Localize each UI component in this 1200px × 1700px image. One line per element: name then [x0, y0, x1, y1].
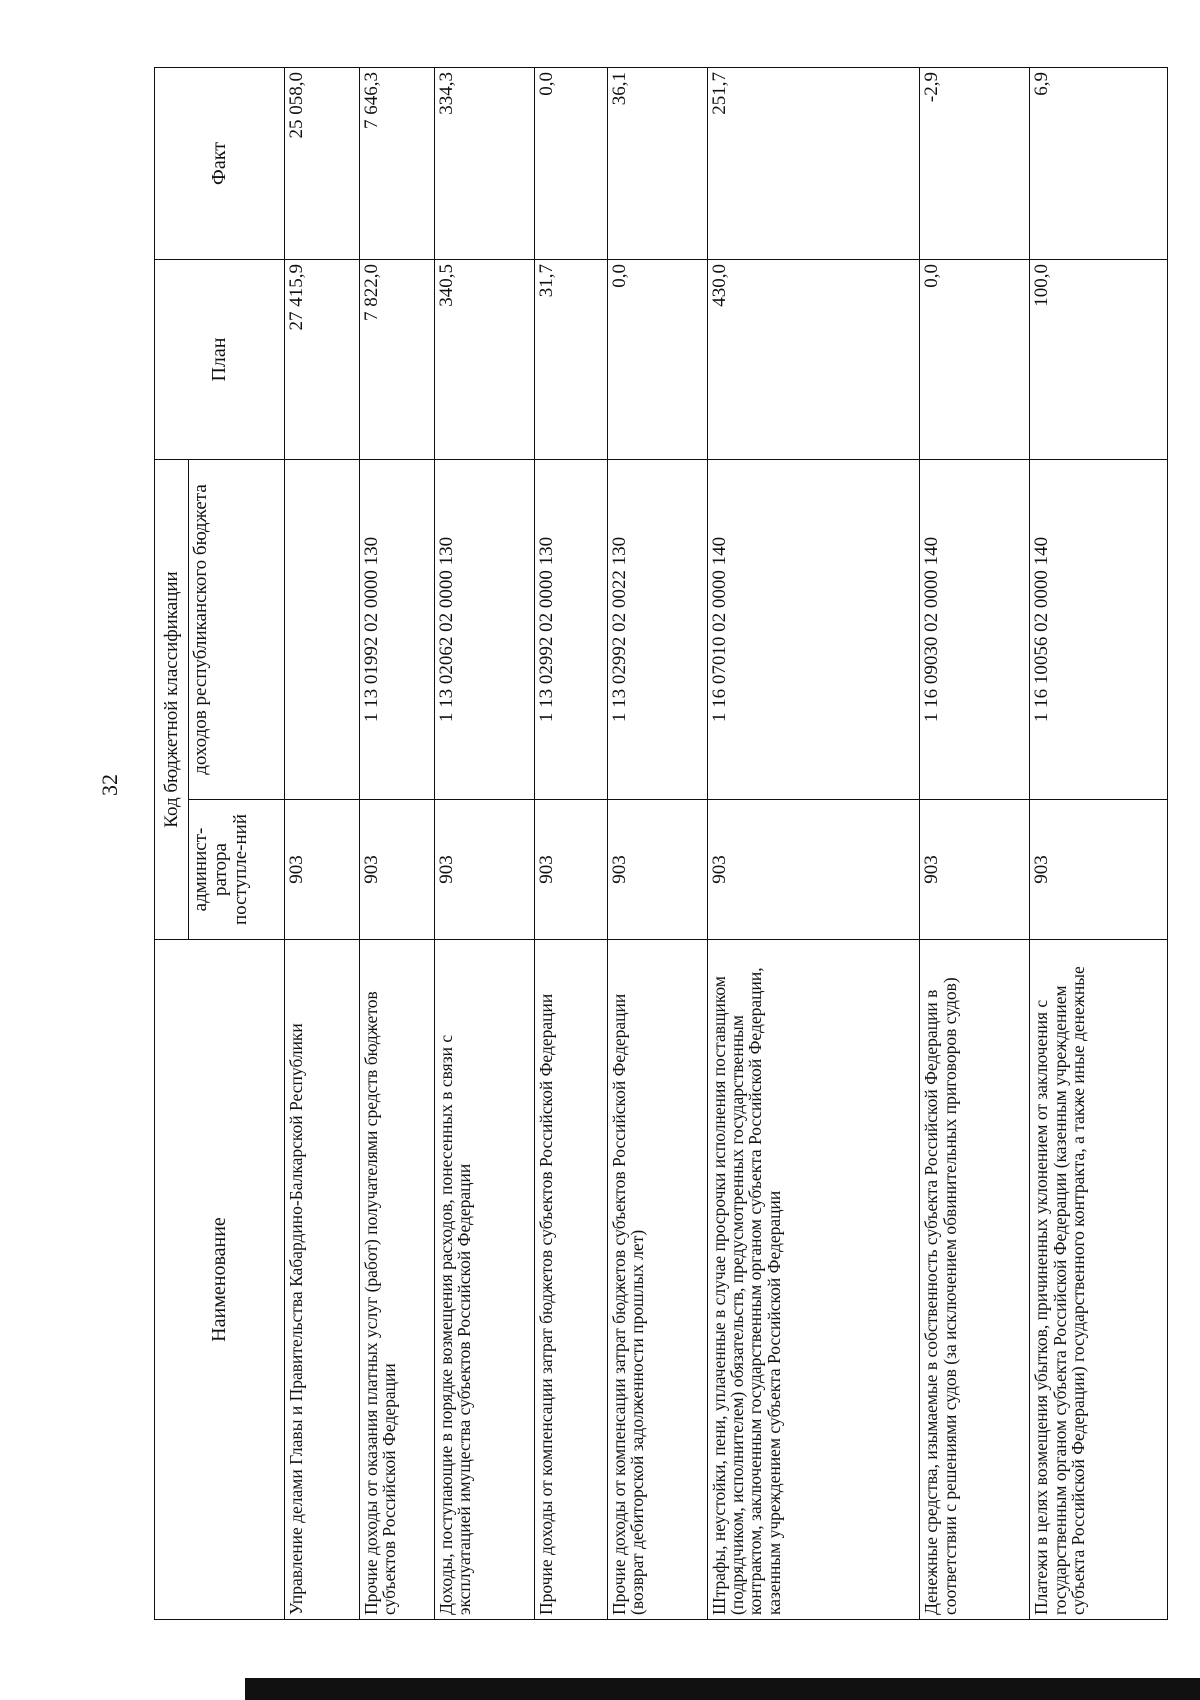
- row-admin-code: 903: [920, 800, 1030, 940]
- row-admin-code: 903: [285, 800, 360, 940]
- row-name: Прочие доходы от компенсации затрат бюджетов субъектов Российской Федерации (возврат дебиторской задолженности прошлых лет): [607, 940, 707, 1620]
- row-plan: 7 822,0: [360, 260, 435, 460]
- row-income-code: 1 16 10056 02 0000 140: [1030, 460, 1168, 800]
- page-number: 32: [97, 774, 122, 796]
- table-row: [535, 68, 608, 1620]
- row-fact: -2,9: [920, 68, 1030, 260]
- header-name: Наименование: [155, 940, 285, 1620]
- row-fact: 334,3: [435, 68, 535, 260]
- row-admin-code: 903: [435, 800, 535, 940]
- row-income-code: 1 13 01992 02 0000 130: [360, 460, 435, 800]
- row-plan: 0,0: [607, 260, 707, 460]
- table-row: [607, 68, 707, 1620]
- row-name: Денежные средства, изымаемые в собственность субъекта Российской Федерации в соответствии с решениями судов (за исключением обвинительных приговоров судов): [920, 940, 1030, 1620]
- row-admin-code: 903: [607, 800, 707, 940]
- row-name: Прочие доходы от компенсации затрат бюджетов субъектов Российской Федерации: [535, 940, 608, 1620]
- row-name: Штрафы, неустойки, пени, уплаченные в случае просрочки исполнения поставщиком (подрядчиком, исполнителем) обязательств, предусмотренных государственным контрактом, заключенным государственным органом субъекта Российской Федерации, казенным учреждением субъекта Российской Федерации: [707, 940, 920, 1620]
- table-row: [920, 68, 1030, 1620]
- row-plan: 340,5: [435, 260, 535, 460]
- row-admin-code: 903: [707, 800, 920, 940]
- table-row: [435, 68, 535, 1620]
- row-plan: 31,7: [535, 260, 608, 460]
- row-admin-code: 903: [1030, 800, 1168, 940]
- row-fact: 25 058,0: [285, 68, 360, 260]
- row-admin-code: 903: [535, 800, 608, 940]
- header-income-code: доходов республиканского бюджета: [189, 460, 285, 800]
- row-income-code: 1 13 02992 02 0022 130: [607, 460, 707, 800]
- rotated-table-container: [154, 68, 1168, 1620]
- header-code-group: Код бюджетной классификации: [155, 460, 189, 940]
- row-fact: 6,9: [1030, 68, 1168, 260]
- table-row: [360, 68, 435, 1620]
- row-name: Платежи в целях возмещения убытков, причиненных уклонением от заключения с государственным органом субъекта Российской Федерации (казенным учреждением субъекта Российской Федерации) государственного контракта, а также иные денежные: [1030, 940, 1168, 1620]
- row-name: Прочие доходы от оказания платных услуг (работ) получателями средств бюджетов субъектов Российской Федерации: [360, 940, 435, 1620]
- row-plan: 27 415,9: [285, 260, 360, 460]
- scan-edge-bar: [245, 1678, 1200, 1700]
- header-admin-code: админист-ратора поступле-ний: [189, 800, 285, 940]
- row-income-code: [285, 460, 360, 800]
- table-row: [285, 68, 360, 1620]
- row-name: Управление делами Главы и Правительства Кабардино-Балкарской Республики: [285, 940, 360, 1620]
- row-plan: 100,0: [1030, 260, 1168, 460]
- row-plan: 430,0: [707, 260, 920, 460]
- row-fact: 7 646,3: [360, 68, 435, 260]
- row-admin-code: 903: [360, 800, 435, 940]
- budget-income-table: [154, 67, 1168, 1620]
- header-plan: План: [155, 260, 285, 460]
- table-row: [707, 68, 920, 1620]
- row-fact: 0,0: [535, 68, 608, 260]
- row-income-code: 1 16 09030 02 0000 140: [920, 460, 1030, 800]
- row-fact: 251,7: [707, 68, 920, 260]
- row-plan: 0,0: [920, 260, 1030, 460]
- row-income-code: 1 13 02992 02 0000 130: [535, 460, 608, 800]
- row-name: Доходы, поступающие в порядке возмещения расходов, понесенных в связи с эксплуатацией имущества субъектов Российской Федерации: [435, 940, 535, 1620]
- row-income-code: 1 13 02062 02 0000 130: [435, 460, 535, 800]
- header-fact: Факт: [155, 68, 285, 260]
- table-row: [1030, 68, 1168, 1620]
- row-fact: 36,1: [607, 68, 707, 260]
- row-income-code: 1 16 07010 02 0000 140: [707, 460, 920, 800]
